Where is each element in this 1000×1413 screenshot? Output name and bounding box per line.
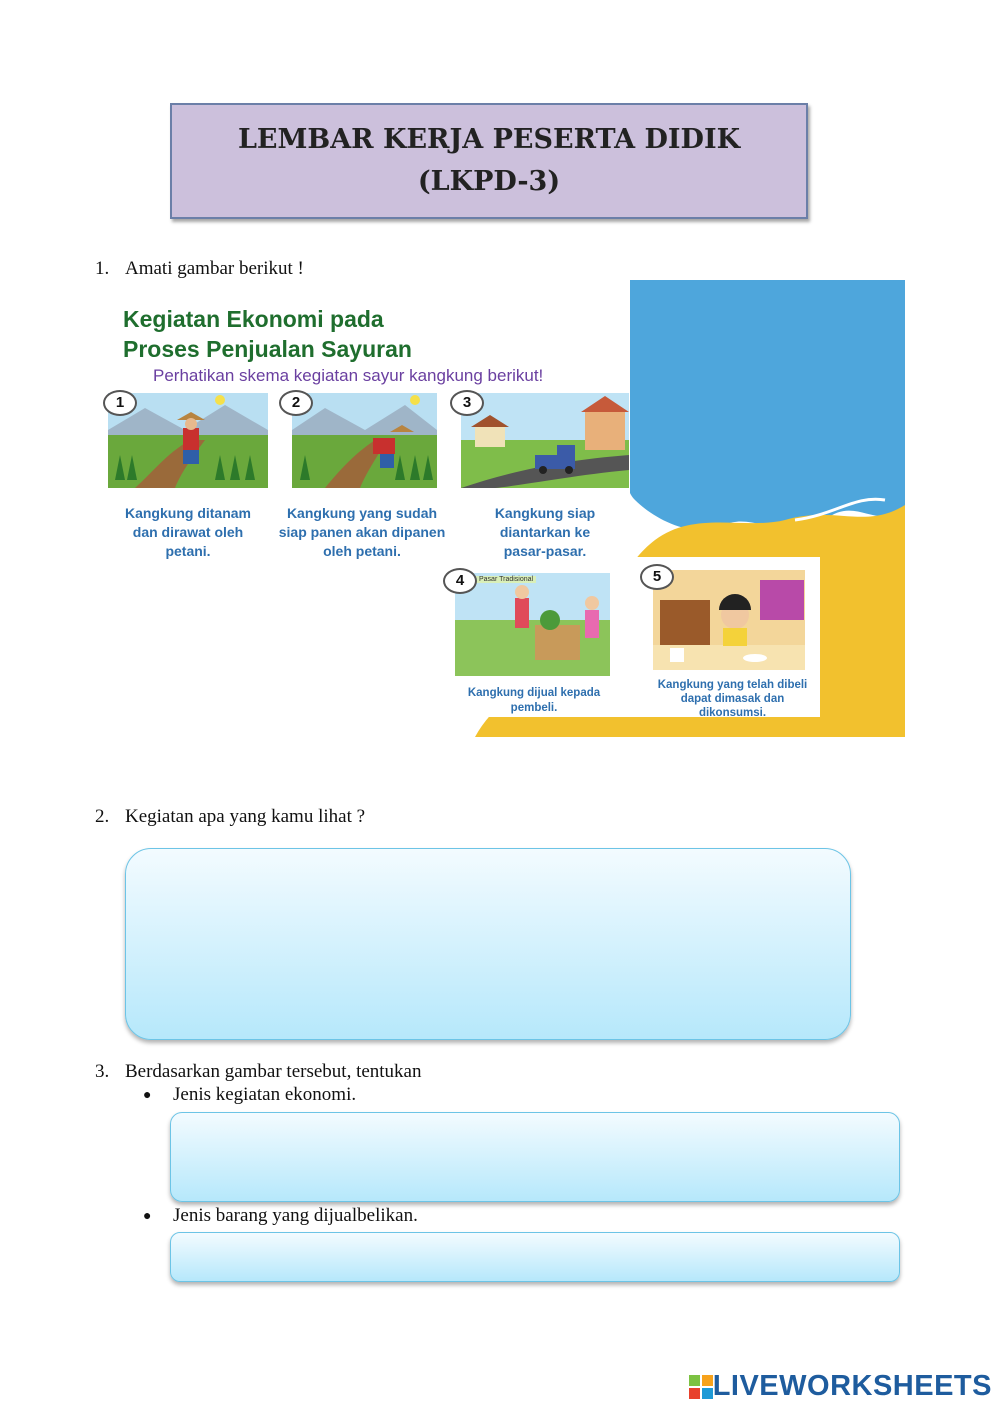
answer-box-goods[interactable] [170,1232,900,1282]
step-4-number: 4 [443,568,477,594]
question-2-text: Kegiatan apa yang kamu lihat ? [125,806,366,827]
step-4-caption: Kangkung dijual kepada pembeli. [467,687,601,714]
step-2-caption: Kangkung yang sudah siap panen akan dipanen oleh petani. [278,505,446,559]
title-line-1: LEMBAR KERJA PESERTA DIDIK [237,124,741,155]
bullet-1-symbol: ● [143,1088,152,1103]
illustration-title-line-2: Proses Penjualan Sayuran [123,336,412,362]
title-box [170,103,808,219]
question-1-text: Amati gambar berikut ! [125,258,304,279]
liveworksheets-logo[interactable] [689,1370,992,1403]
answer-box-economic-activity[interactable] [170,1112,900,1202]
scene-harvest [292,393,437,488]
step-1-number: 1 [103,390,137,416]
step-5-number: 5 [640,564,674,590]
bullet-2-text: Jenis barang yang dijualbelikan. [173,1205,418,1226]
question-3-number: 3. [95,1061,110,1082]
title-line-2: (LKPD-3) [417,166,561,197]
scene-delivery [461,393,629,488]
scene-market [455,573,610,676]
bullet-1-text: Jenis kegiatan ekonomi. [173,1084,357,1105]
illustration-title [123,304,412,364]
illustration-title-line-1: Kegiatan Ekonomi pada [123,306,384,332]
question-3-text: Berdasarkan gambar tersebut, tentukan [125,1061,422,1082]
answer-box-activity[interactable] [125,848,851,1040]
bullet-2-symbol: ● [143,1209,152,1224]
liveworksheets-logo-icon [689,1375,713,1399]
step-3-number: 3 [450,390,484,416]
question-2-number: 2. [95,806,110,827]
logo-text: LIVEWORKSHEETS [712,1370,992,1402]
step-5-caption: Kangkung yang telah dibeli dapat dimasak dan dikonsumsi. [657,679,808,719]
scene-eating [653,570,805,670]
step-3-caption: Kangkung siap diantarkan ke pasar-pasar. [494,505,596,559]
illustration-panel [95,280,905,737]
step-1-caption: Kangkung ditanam dan dirawat oleh petani. [124,505,251,559]
market-sign: Pasar Tradisional [476,576,536,583]
illustration-subtitle: Perhatikan skema kegiatan sayur kangkung berikut! [153,366,544,385]
question-1-number: 1. [95,258,110,279]
step-2-number: 2 [279,390,313,416]
